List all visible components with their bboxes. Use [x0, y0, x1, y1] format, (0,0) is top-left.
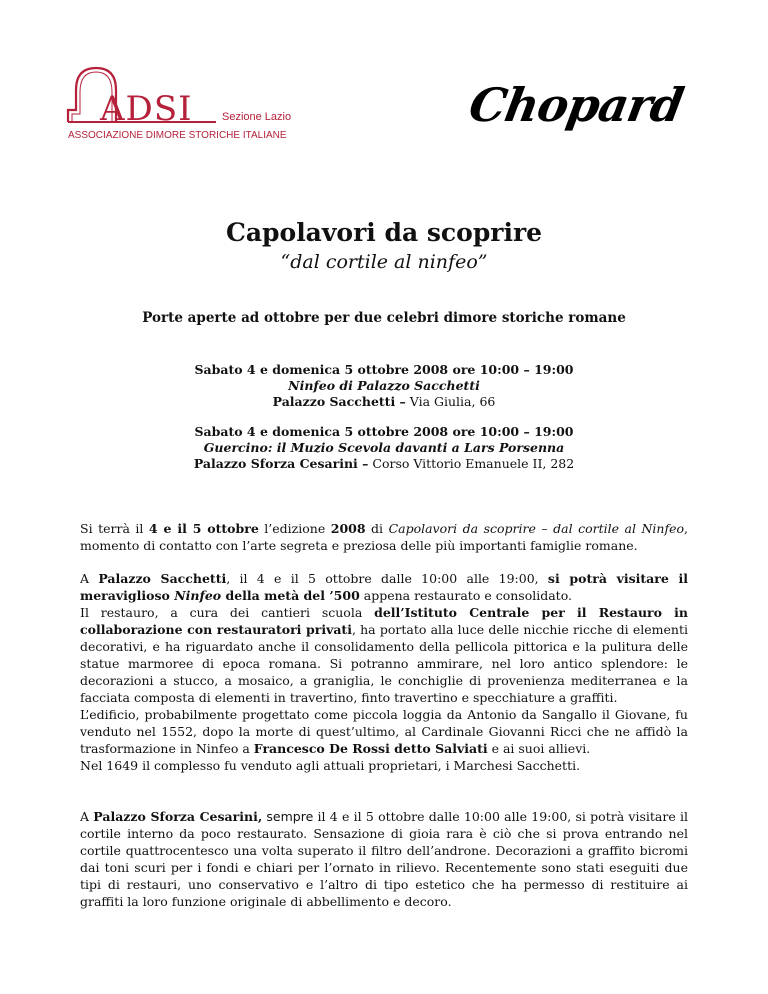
adsi-full-text: ASSOCIAZIONE DIMORE STORICHE ITALIANE: [68, 130, 287, 141]
event-sacchetti: [0, 362, 768, 410]
page-subtitle: “dal cortile al ninfeo”: [280, 251, 488, 273]
sacchetti-paragraph-1: A Palazzo Sacchetti, il 4 e il 5 ottobre dalle 10:00 alle 19:00, si potrà visitare il meraviglioso Ninfeo della metà del ’500 appena restaurato e consolidato.: [80, 571, 688, 603]
event-address: Corso Vittorio Emanuele II, 282: [368, 456, 575, 471]
event-sforza: [0, 424, 768, 472]
title-block: [0, 218, 768, 273]
intro-paragraph: Si terrà il 4 e il 5 ottobre l’edizione 2008 di Capolavori da scoprire – dal cortile al Ninfeo, momento di contatto con l’arte segreta e preziosa delle più importanti famiglie romane.: [80, 521, 688, 553]
sacchetti-paragraph-3: L’edificio, probabilmente progettato come piccola loggia da Antonio da Sangallo il Giovane, fu venduto nel 1552, dopo la morte di quest’ultimo, al Cardinale Giovanni Ricci che ne affidò la trasformazione in Ninfeo a Francesco De Rossi detto Salviati e ai suoi allievi.: [80, 707, 688, 756]
header-logos: [0, 0, 768, 160]
event-place: Palazzo Sforza Cesarini –: [193, 456, 369, 471]
adsi-main-text: ADSI: [100, 89, 193, 129]
sacchetti-paragraph-2: Il restauro, a cura dei cantieri scuola dell’Istituto Centrale per il Restauro in collaborazione con restauratori privati, ha portato alla luce delle nicchie ricche di elementi decorativi, e ha riguardato anche il consolidamento della pellicola pittorica e la pulitura delle statue marmoree di epoca romana. Si potranno ammirare, nel loro antico splendore: le decorazioni a stucco, a mosaico, a graniglia, le conchiglie di provenienza mediterranea e la facciata composta di elementi in travertino, finto travertino e specchiature a graffiti.: [80, 605, 688, 705]
sacchetti-section: [80, 570, 688, 774]
event-address: Via Giulia, 66: [405, 394, 496, 409]
event-title: Ninfeo di Palazzo Sacchetti: [288, 378, 480, 393]
event-date: Sabato 4 e domenica 5 ottobre 2008 ore 10:00 – 19:00: [194, 362, 574, 377]
event-location: [0, 394, 768, 410]
event-place: Palazzo Sacchetti –: [272, 394, 406, 409]
event-date: Sabato 4 e domenica 5 ottobre 2008 ore 10:00 – 19:00: [194, 424, 574, 439]
adsi-section-text: Sezione Lazio: [222, 111, 292, 123]
page-title: Capolavori da scoprire: [225, 218, 543, 247]
adsi-logo: [66, 60, 306, 150]
sforza-paragraph: A Palazzo Sforza Cesarini, sempre il 4 e il 5 ottobre dalle 10:00 alle 19:00, si potrà visitare il cortile interno da poco restaurato. Sensazione di gioia rara è ciò che si prova entrando nel cortile quattrocentesco una volta superato il filtro dell’androne. Decorazioni a graffito bicromi dai toni scuri per i fondi e chiari per l’ornato in rilievo. Recentemente sono stati eseguiti due tipi di restauri, uno conservativo e l’altro di tipo estetico che ha permesso di restituire ai graffiti la loro funzione originale di abbellimento e decoro.: [80, 809, 688, 909]
event-title: Guercino: il Muzio Scevola davanti a Lars Porsenna: [203, 440, 565, 455]
sforza-section: [80, 808, 688, 910]
sacchetti-paragraph-4: Nel 1649 il complesso fu venduto agli attuali proprietari, i Marchesi Sacchetti.: [80, 758, 581, 773]
tagline: Porte aperte ad ottobre per due celebri dimore storiche romane: [142, 310, 626, 326]
event-location: [0, 456, 768, 472]
chopard-logo: Chopard: [465, 78, 687, 132]
